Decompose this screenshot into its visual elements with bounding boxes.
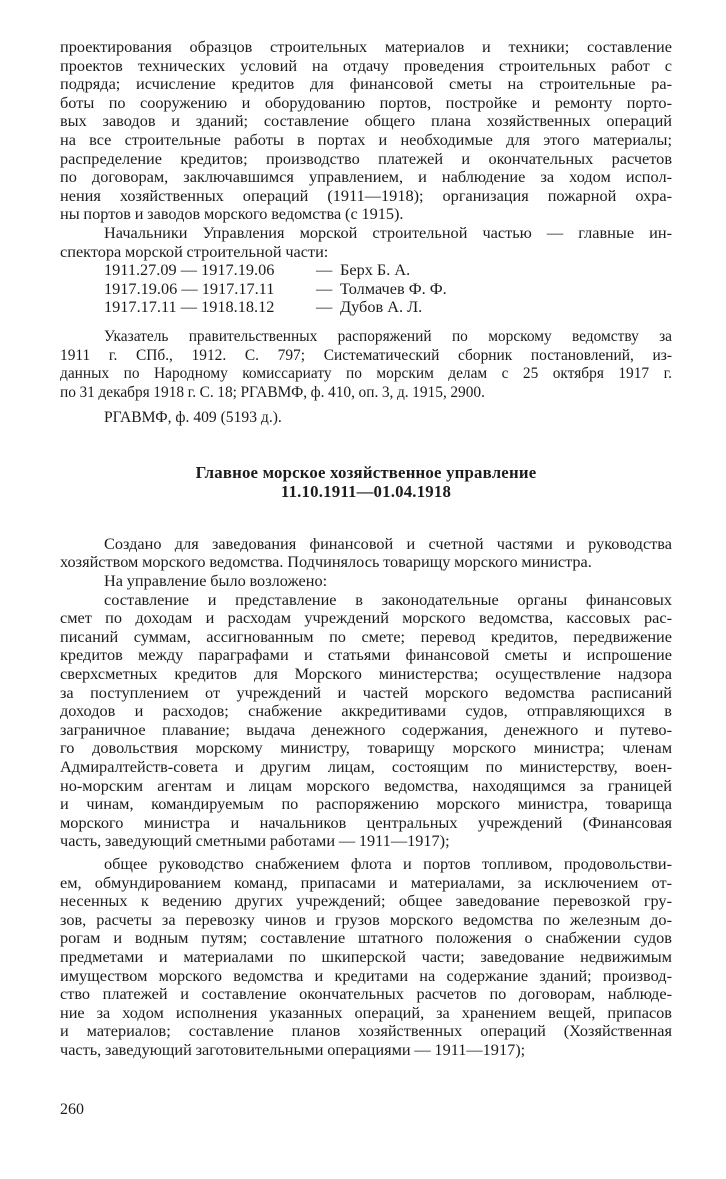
head-dates: 1911.27.09 — 1917.19.06 — [104, 260, 275, 280]
paragraph-line: смет по доходам и расходам учреждений морского ведомства, кассовых рас- — [60, 608, 672, 628]
head-dash: — — [316, 278, 333, 298]
paragraph-line: нения хозяйственных операций (1911—1918); организация пожарной охра- — [60, 185, 672, 205]
duty-paragraph-finance — [60, 591, 672, 851]
paragraph-line: имуществом морского ведомства и кредитами на содержание зданий; производ- — [60, 965, 672, 985]
paragraph-line: часть, заведующий сметными работами — 1911—1917); — [60, 831, 450, 851]
paragraph-line: по 31 декабря 1918 г. С. 18; РГАВМФ, ф. 410, оп. 3, д. 1915, 2900. — [60, 383, 485, 401]
paragraph-line: На управление было возложено: — [104, 571, 328, 591]
section-title-name: Главное морское хозяйственное управление — [195, 462, 537, 482]
paragraph-line: составление и представление в законодательные органы финансовых — [104, 589, 672, 609]
head-dates: 1917.17.11 — 1918.18.12 — [104, 297, 275, 317]
duties-intro — [60, 572, 672, 591]
paragraph-line: го довольствия морскому министру, товарищу морского министра; членам — [60, 738, 672, 758]
head-name: Толмачев Ф. Ф. — [340, 278, 447, 298]
paragraph-line: данных по Народному комиссариату по морским делам с 25 октября 1917 г. — [60, 365, 672, 383]
paragraph-line: рогам и водным путям; составление штатного положения о снабжении судов — [60, 928, 672, 948]
paragraph-line: хозяйством морского ведомства. Подчинялось товарищу морского министра. — [60, 552, 592, 572]
paragraph-line: Указатель правительственных распоряжений по морскому ведомству за — [104, 327, 672, 345]
paragraph-line: Адмиралтейств-совета и другим лицам, состоящим по министерству, воен- — [60, 757, 672, 776]
paragraph-line: ние за ходом исполнения указанных операций, за хранением вещей, припасов — [60, 1002, 672, 1022]
paragraph-line: но-морским агентам и лицам морского ведомства, находящимся за границей — [60, 775, 672, 795]
archive-reference: РГАВМФ, ф. 409 (5193 д.). — [104, 409, 282, 427]
heads-list-item — [104, 298, 672, 317]
paragraph-line: распределение кредитов; производство платежей и окончательных расчетов — [60, 148, 672, 168]
section-title-dates: 11.10.1911—01.04.1918 — [280, 482, 452, 502]
paragraph-line: за поступлением от учреждений и частей морского ведомства расписаний — [60, 682, 672, 702]
head-name: Берх Б. А. — [340, 260, 411, 280]
paragraph-line: ем, обмундированием команд, припасами и материалами, за исключением от- — [60, 872, 672, 892]
head-name: Дубов А. Л. — [340, 297, 423, 317]
paragraph-line: проектирования образцов строительных материалов и техники; составление — [60, 37, 672, 56]
paragraph-line: и материалов; составление планов хозяйственных операций (Хозяйственная — [60, 1021, 672, 1041]
paragraph-line: общее руководство снабжением флота и портов топливом, продовольстви- — [104, 853, 672, 873]
page-number: 260 — [60, 1101, 84, 1118]
paragraph-line: на все строительные работы в портах и необходимые для этого материалы; — [60, 129, 672, 149]
paragraph-line: боты по сооружению и оборудованию портов, постройке и ремонту порто- — [60, 92, 672, 112]
paragraph-line: зов, расчеты за перевозку чинов и грузов морского ведомства по железным до- — [60, 909, 672, 929]
paragraph-line: 1911 г. СПб., 1912. С. 797; Систематический сборник постановлений, из- — [60, 346, 672, 364]
head-dates: 1917.19.06 — 1917.17.11 — [104, 278, 275, 298]
top-paragraph — [60, 38, 672, 224]
document-page — [60, 38, 672, 1060]
paragraph-line: писаний суммам, ассигнованным по смете; перевод кредитов, передвижение — [60, 626, 672, 646]
heads-intro — [16, 224, 672, 261]
paragraph-line: ство платежей и составление окончательных расчетов по договорам, наблюде- — [60, 984, 672, 1004]
head-dash: — — [316, 260, 333, 280]
head-dash: — — [316, 297, 333, 317]
paragraph-line: морского министра и начальников центральных учреждений (Финансовая — [60, 812, 672, 832]
heads-list-item — [104, 261, 672, 280]
heads-list-item — [104, 280, 672, 299]
paragraph-line: вых заводов и зданий; составление общего плана хозяйственных операций — [60, 111, 672, 131]
paragraph-line: кредитов между параграфами и статьями финансовой сметы и испрошение — [60, 645, 672, 665]
paragraph-line: несенных к ведению других учреждений; общее заведование перевозкой гру- — [60, 891, 672, 911]
paragraph-line: и чинам, командируемым по распоряжению морского министра, товарища — [60, 794, 672, 814]
paragraph-line: предметами и материалами по шкиперской части; заведование недвижимым — [60, 946, 672, 966]
paragraph-line: Начальники Управления морской строительной частью — главные ин- — [104, 222, 672, 242]
paragraph-line: Создано для заведования финансовой и счетной частями и руководства — [104, 533, 672, 553]
paragraph-line: по договорам, заключавшимся управлением, и наблюдение за ходом испол- — [60, 167, 672, 187]
paragraph-line: часть, заведующий заготовительными операциями — 1911—1917); — [60, 1039, 526, 1059]
heads-list — [104, 261, 672, 317]
section-title — [60, 463, 672, 502]
duty-paragraph-supply — [60, 855, 672, 1060]
paragraph-line: сверхсметных кредитов для Морского министерства; осуществление надзора — [60, 664, 672, 684]
paragraph-line: проектов технических условий на отдачу проведения строительных работ с — [60, 55, 672, 75]
sources-paragraph — [60, 328, 672, 402]
paragraph-line: заграничное плавание; выдача денежного содержания, денежного и путево- — [60, 719, 672, 739]
paragraph-line: доходов и расходов; снабжение аккредитивами судов, отправляющихся в — [60, 701, 672, 721]
intro-paragraph — [60, 535, 672, 572]
paragraph-line: подряда; исчисление кредитов для финансовой сметы на строительные ра- — [60, 74, 672, 94]
paragraph-line: ны портов и заводов морского ведомства (с 1915). — [60, 204, 404, 224]
paragraph-line: спектора морской строительной части: — [60, 241, 329, 261]
